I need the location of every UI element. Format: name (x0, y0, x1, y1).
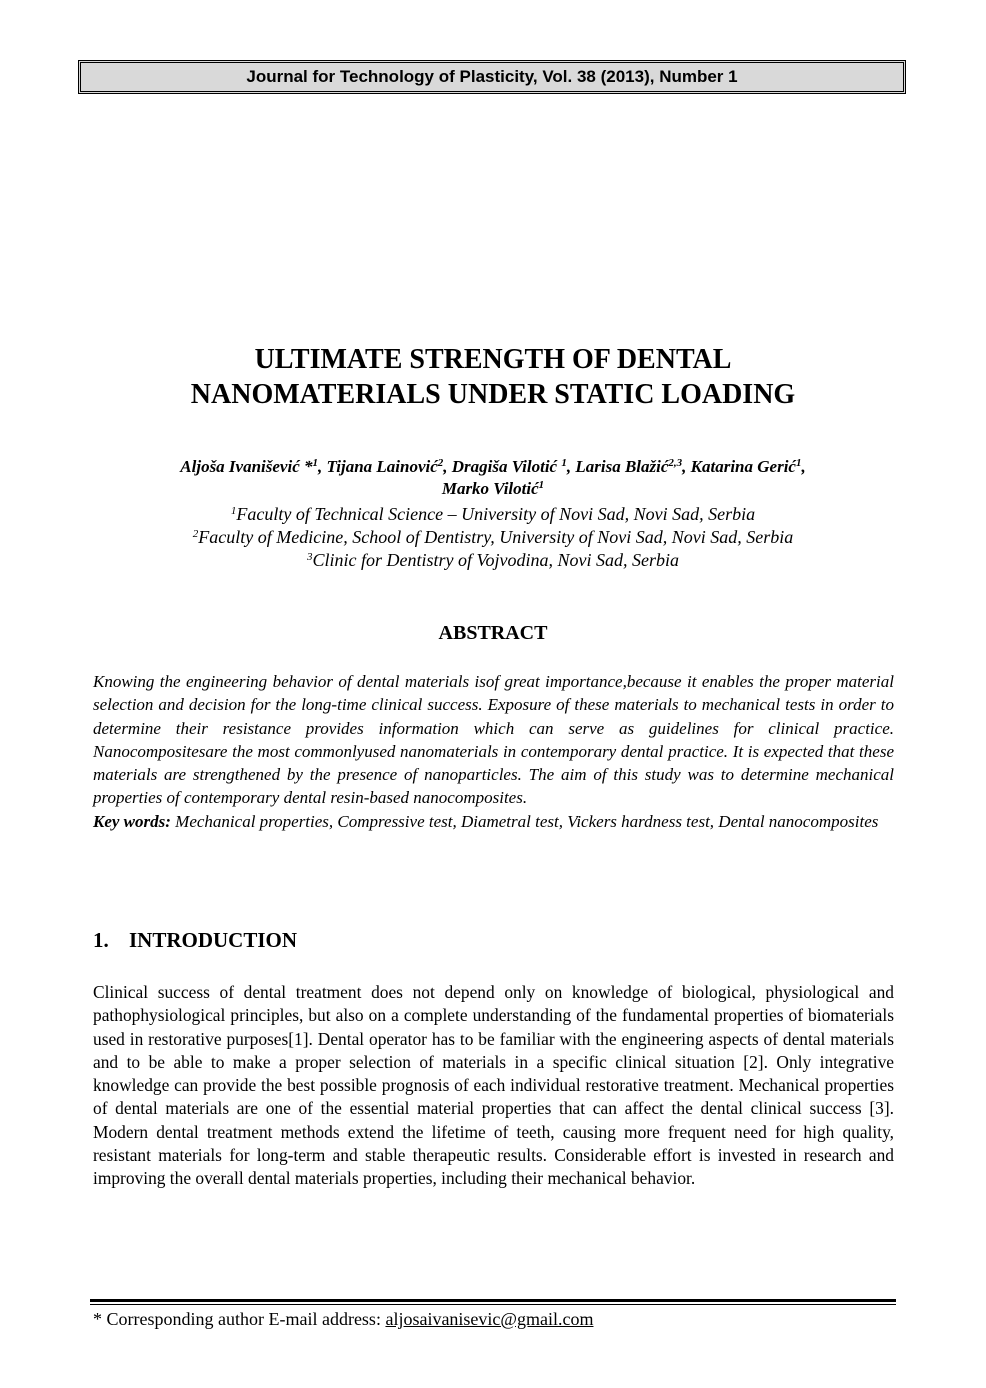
paper-title-line-1: ULTIMATE STRENGTH OF DENTAL (254, 344, 732, 375)
author-name: Aljoša Ivanišević * (180, 457, 313, 476)
author-list (90, 456, 896, 500)
paper-title-line-2: NANOMATERIALS UNDER STATIC LOADING (190, 379, 796, 410)
journal-header (78, 60, 906, 94)
author-separator: , (682, 457, 691, 476)
affiliation-list (90, 503, 896, 572)
keywords (93, 810, 894, 833)
author-affiliation-marker: 2 (437, 457, 444, 469)
corresponding-email-link[interactable]: aljosaivanisevic@gmail.com (385, 1309, 594, 1329)
affiliation-item (90, 549, 896, 572)
journal-header-text: Journal for Technology of Plasticity, Vol. 38 (2013), Number 1 (246, 67, 738, 86)
affiliation-text: Faculty of Medicine, School of Dentistry, University of Novi Sad, Novi Sad, Serbia (198, 527, 794, 547)
author-name: Tijana Lainović (326, 457, 438, 476)
author-separator: , (443, 457, 452, 476)
section-title: INTRODUCTION (129, 928, 298, 952)
footnote-label: * Corresponding author E-mail address: (93, 1309, 386, 1329)
author-separator: , (801, 457, 806, 476)
author-affiliation-marker: 1 (312, 457, 318, 469)
author-name: Larisa Blažić (575, 457, 669, 476)
footnote-divider (90, 1299, 896, 1305)
affiliation-marker: 1 (230, 505, 237, 517)
affiliation-marker: 3 (307, 551, 313, 563)
abstract-body (93, 670, 894, 833)
abstract-text: Knowing the engineering behavior of dental materials isof great importance,because it enables the proper material selection and decision for the long-time clinical success. Exposure of these materials to mechanical tests in order to determine their resistance provides information which can serve as guidelines for clinical practice. Nanocompositesare the most commonlyused nanomaterials in contemporary dental practice. It is expected that these materials are strengthened by the presence of nanoparticles. The aim of this study was to determine mechanical properties of contemporary dental resin-based nanocomposites. (93, 672, 894, 808)
author-affiliation-marker: 2,3 (668, 457, 683, 469)
author-affiliation-marker: 1 (538, 479, 545, 491)
affiliation-text: Faculty of Technical Science – University of Novi Sad, Novi Sad, Serbia (236, 504, 756, 524)
author-separator: , (566, 457, 576, 476)
author-name: Marko Vilotić (441, 479, 539, 498)
section-heading-introduction (93, 927, 297, 953)
introduction-paragraph: Clinical success of dental treatment does not depend only on knowledge of biological, physiological and pathophysiological principles, but also on a complete understanding of the fundamental properties of biomaterials used in restorative purposes[1]. Dental operator has to be familiar with the engineering aspects of dental materials and to be able to make a proper selection of materials in a specific clinical situation [2]. Only integrative knowledge can provide the best possible prognosis of each individual restorative treatment. Mechanical properties of dental materials are one of the essential material properties that can affect the dental clinical success [3]. Modern dental treatment methods extend the lifetime of teeth, causing more frequent need for high quality, resistant materials for long-term and stable therapeutic results. Considerable effort is invested in research and improving the overall dental materials properties, including their mechanical behavior. (93, 982, 894, 1189)
section-number: 1. (93, 928, 109, 952)
author-affiliation-marker: 1 (561, 457, 567, 469)
footnote (93, 1308, 593, 1330)
author-name: Katarina Gerić (690, 457, 796, 476)
paper-title (90, 342, 896, 412)
keywords-text: Mechanical properties, Compressive test, Diametral test, Vickers hardness test, Dental nanocomposites (175, 811, 879, 831)
affiliation-text: Clinic for Dentistry of Vojvodina, Novi Sad, Serbia (312, 550, 679, 570)
introduction-body (93, 981, 894, 1191)
abstract-heading: ABSTRACT (438, 622, 548, 644)
affiliation-marker: 2 (192, 528, 199, 540)
author-name: Dragiša Vilotić (451, 457, 562, 476)
author-affiliation-marker: 1 (795, 457, 802, 469)
affiliation-item (90, 503, 896, 526)
keywords-label: Key words: (93, 811, 171, 831)
author-separator: , (318, 457, 327, 476)
affiliation-item (90, 526, 896, 549)
